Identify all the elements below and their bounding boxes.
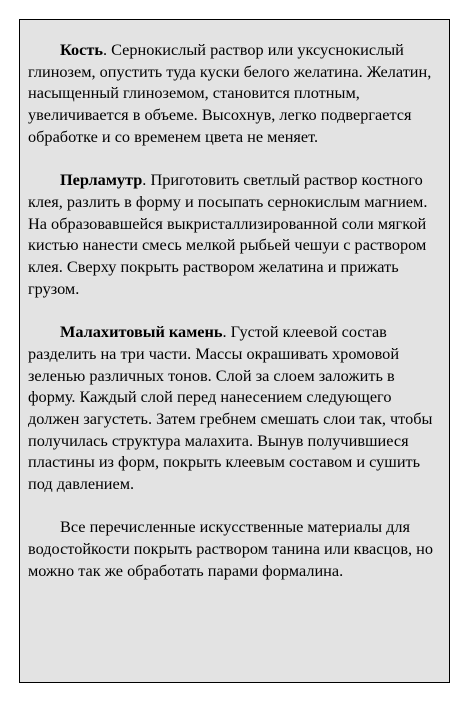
term-mother-of-pearl: Перламутр (60, 170, 143, 190)
paragraph-mother-of-pearl-text: . Приготовить светлый раствор костного клея, разлить в форму и посыпать сернокислым магнием. На образовавшейся выкристаллизированной соли мягкой кистью нанести смесь мелкой рыбьей чешуи с раствором клея. Сверху покрыть раствором желатина и прижать грузом. (28, 170, 428, 298)
paragraph-bone-text: . Сернокислый раствор или уксуснокислый глинозем, опустить туда куски белого желатина. Желатин, насыщенный глиноземом, становится плотным, увеличивается в объеме. Высохнув, легко подвергается обработке и со временем цвета не меняет. (28, 40, 432, 146)
paragraph-conclusion (28, 516, 442, 581)
paragraph-conclusion-text: Все перечисленные искусственные материалы для водостойкости покрыть раствором танина или квасцов, но можно так же обработать парами формалина. (28, 517, 434, 580)
text-box (19, 19, 450, 683)
paragraph-malachite-text: . Густой клеевой состав разделить на три части. Массы окрашивать хромовой зеленью различных тонов. Слой за слоем заложить в форму. Каждый слой перед нанесением следующего должен загустеть. Затем гребнем смешать слои так, чтобы получилась структура малахита. Вынув получившиеся пластины из форм, покрыть клеевым составом и сушить под давлением. (28, 322, 433, 494)
paragraph-mother-of-pearl (28, 169, 442, 299)
term-malachite: Малахитовый камень (60, 322, 223, 342)
paragraph-bone (28, 39, 442, 148)
paragraph-malachite (28, 321, 442, 495)
term-bone: Кость (60, 40, 103, 59)
